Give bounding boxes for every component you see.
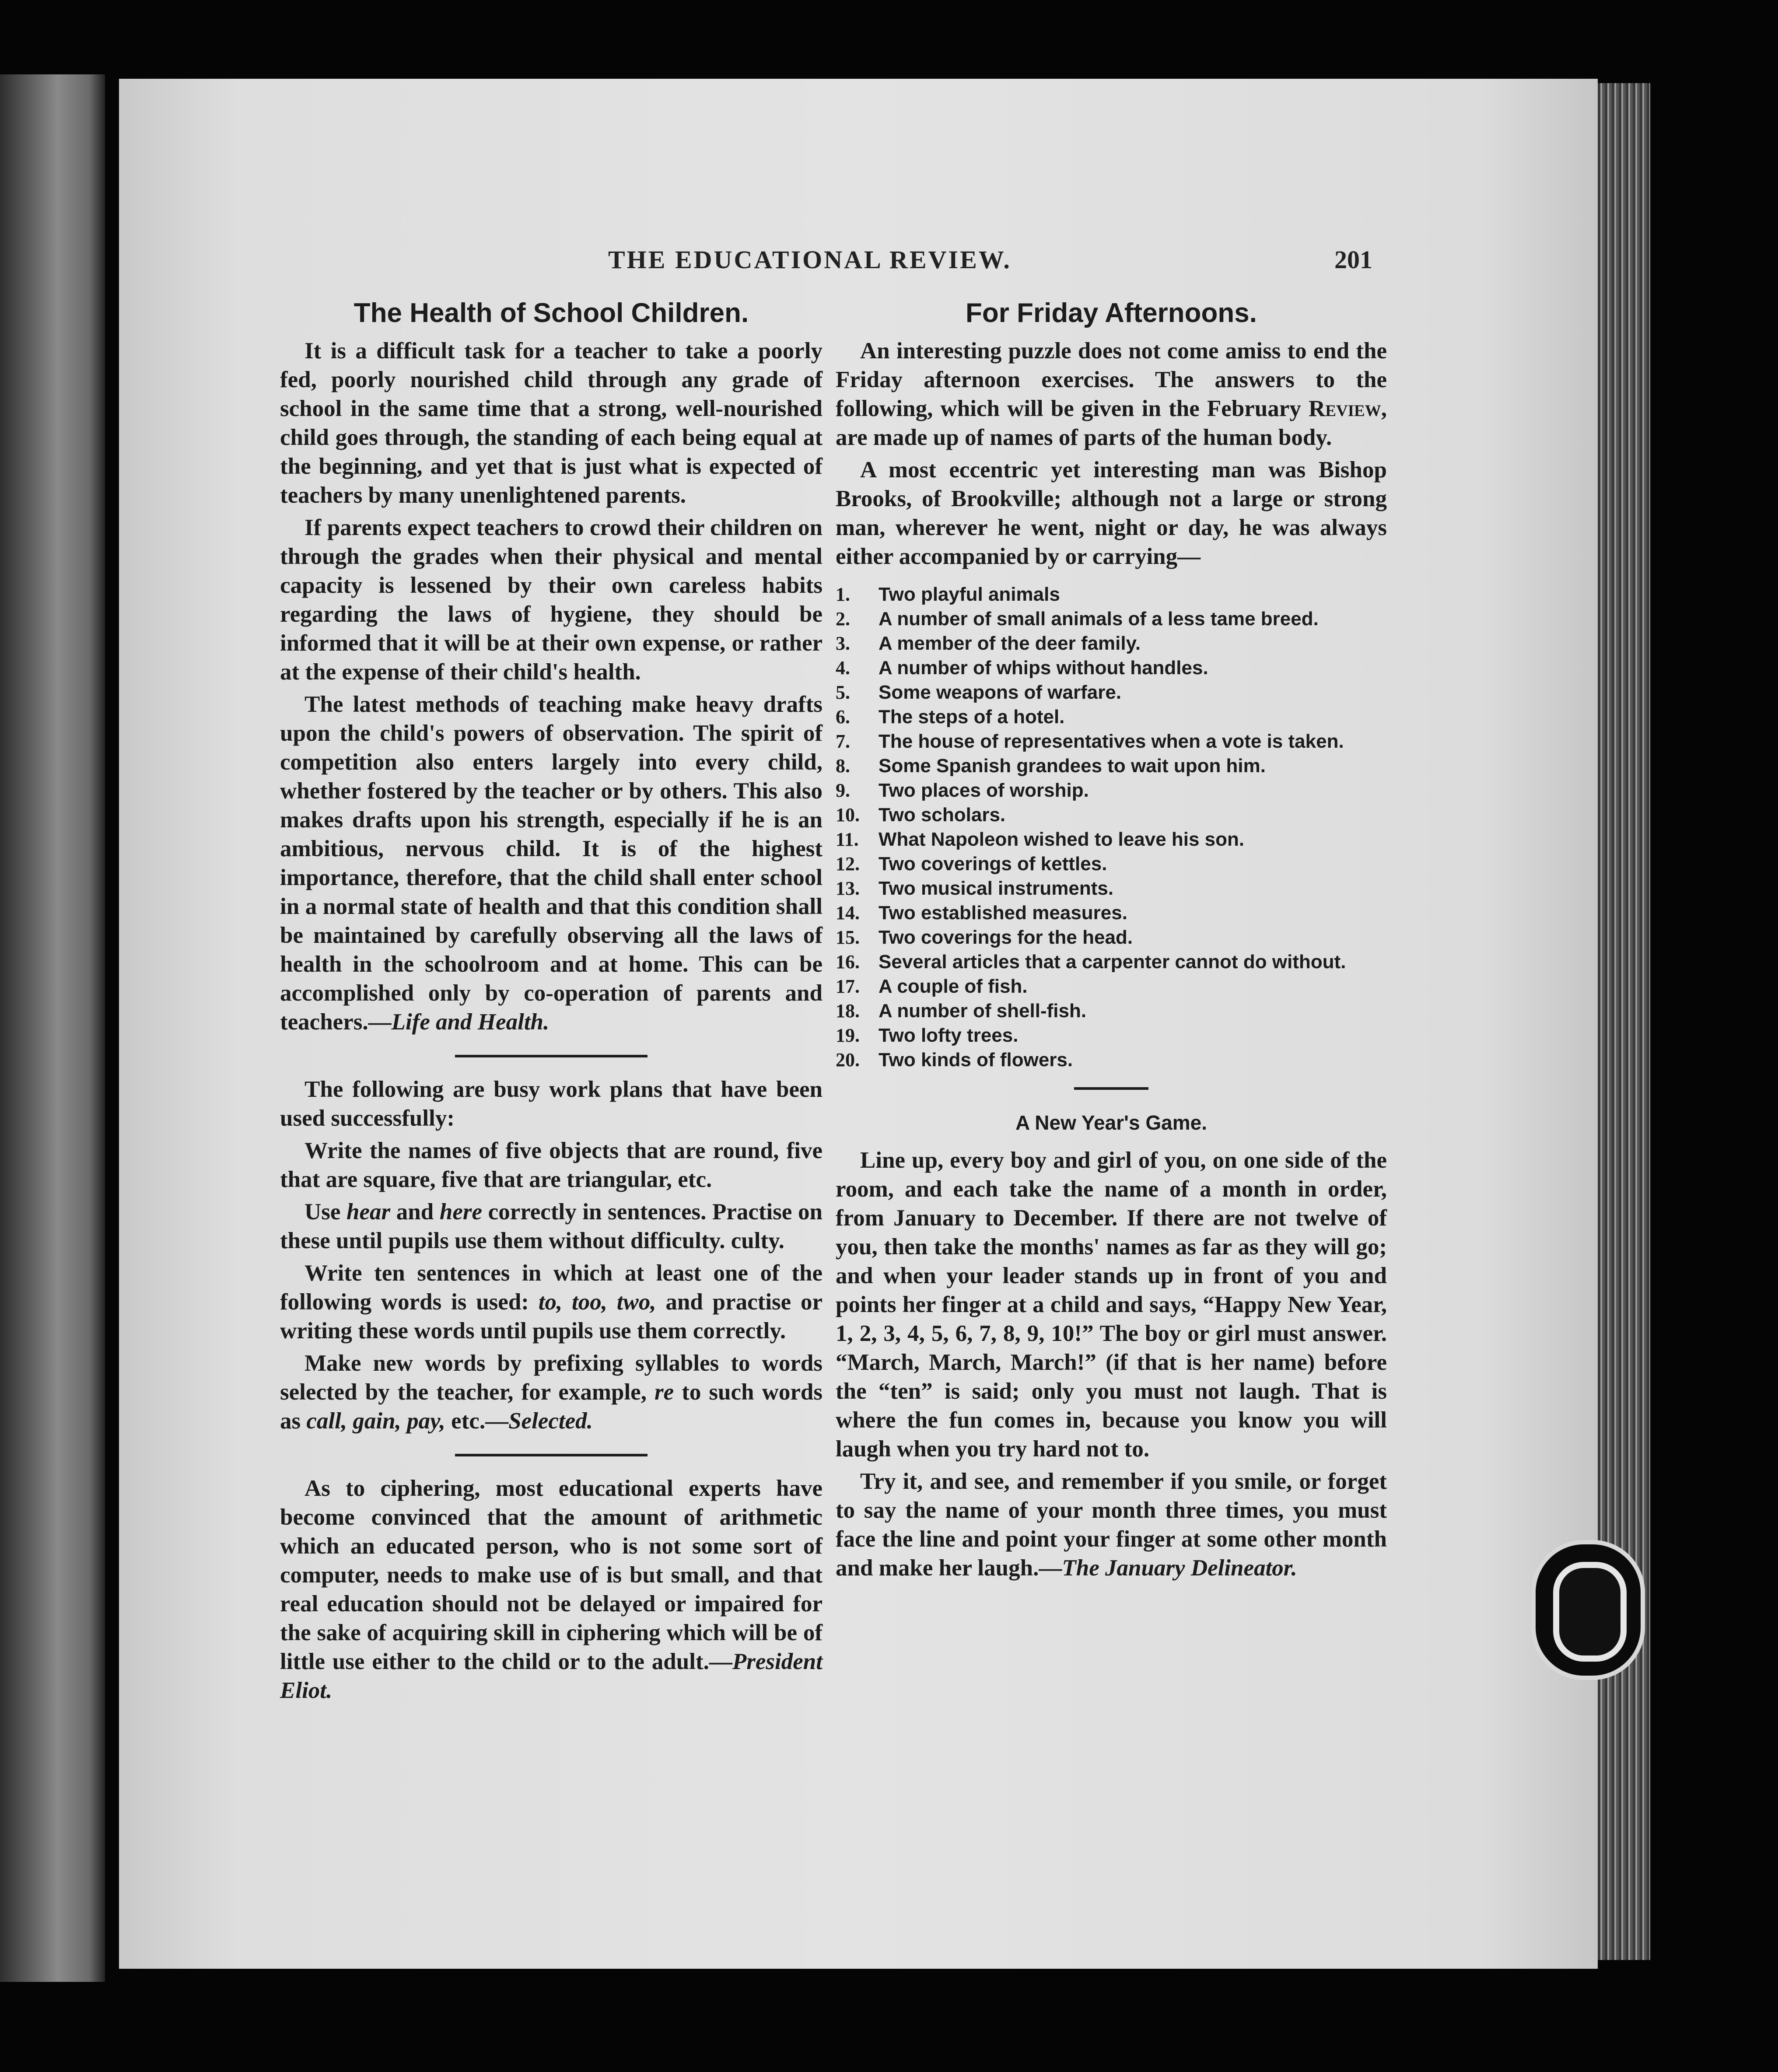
puzzle-item-text: Two playful animals [878,584,1060,605]
busy-work-item-2-text-b: and [390,1199,440,1225]
words-to-too-two: to, too, two, [538,1289,656,1315]
busy-work-item-2 [280,1197,822,1255]
puzzle-item [836,925,1387,950]
health-article-title: The Health of School Children. [354,298,749,328]
puzzle-item-number: 16. [836,951,860,973]
busy-work-item-3 [280,1259,822,1345]
puzzle-item-text: Two kinds of flowers. [878,1049,1073,1071]
friday-article-title: For Friday Afternoons. [966,298,1257,328]
busy-work-item-4 [280,1349,822,1435]
puzzle-item-number: 13. [836,878,860,899]
review-word: Review [1308,396,1381,421]
puzzle-item [836,852,1387,876]
binder-clip-ring [1553,1562,1627,1662]
puzzle-item [836,729,1387,754]
puzzle-item-number: 7. [836,731,850,752]
puzzle-item [836,607,1387,631]
binder-clip [1531,1540,1645,1680]
puzzle-item [836,680,1387,705]
busy-work-item-4-text-a: Make new words by prefixing syllables to words selected by the teacher, for example, [280,1351,822,1405]
section-divider [1074,1087,1148,1090]
puzzle-item [836,999,1387,1023]
busy-work-item-4-text-b: to such words as [280,1379,822,1434]
puzzle-item [836,656,1387,680]
puzzle-item-number: 8. [836,755,850,777]
health-paragraph-2: If parents expect teachers to crowd their children on through the grades when their physical and mental capacity is lessened by their own careless habits regarding the laws of hygiene, they should be informed that it will be at their own expense, or rather at the expense of their child's health. [280,515,822,685]
health-paragraph-3 [280,690,822,1036]
health-paragraph-1: It is a difficult task for a teacher to take a poorly fed, poorly nourished child through any grade of school in the same time that a strong, well-nourished child goes through, the standing of each being equal at the beginning, and yet that is just what is expected of teachers by many unenlightened parents. [280,338,822,508]
ciphering-source: President Eliot. [280,1649,822,1703]
busy-work-intro: The following are busy work plans that have been used successfully: [280,1077,822,1131]
page-stack-edges [1598,83,1650,1960]
puzzle-item [836,1023,1387,1048]
new-year-paragraph-1: Line up, every boy and girl of you, on one side of the room, and each take the name of a month in order, from January to December. If there are not twelve of you, then take the months' names as far as they will go; and when your leader stands up in front of you and points her finger at a child and says, “Happy New Year, 1, 2, 3, 4, 5, 6, 7, 8, 9, 10!” The boy or girl must answer. “March, March, March!” (if that is her name) before the “ten” is said; only you must not laugh. That is where the fun comes in, because you know you will laugh when you try hard not to. [836,1148,1387,1462]
puzzle-item-text: A number of small animals of a less tame breed. [878,608,1319,630]
puzzle-item-text: Some Spanish grandees to wait upon him. [878,755,1266,777]
puzzle-item-text: A number of whips without handles. [878,657,1208,679]
puzzle-item-number: 1. [836,584,850,605]
busy-work-item-3-text-b: and practise or writing these words until pupils use them correctly. [280,1289,823,1344]
puzzle-item-number: 12. [836,853,860,875]
prefix-re: re [654,1379,674,1405]
puzzle-item [836,631,1387,656]
puzzle-item-text: What Napoleon wished to leave his son. [878,829,1245,850]
puzzle-item-text: A number of shell-fish. [878,1000,1087,1022]
section-divider [455,1055,648,1057]
puzzle-item-text: Two established measures. [878,902,1127,924]
section-divider [455,1454,648,1456]
ciphering-paragraph [280,1474,822,1705]
new-year-paragraph-2 [836,1467,1387,1582]
puzzle-item-text: Some weapons of warfare. [878,682,1122,703]
puzzle-item-number: 18. [836,1000,860,1022]
new-year-source: The January Delineator. [1062,1555,1297,1581]
busy-work-item-2-text-a: Use [304,1199,347,1225]
puzzle-item-text: Two places of worship. [878,780,1089,801]
word-here: here [439,1199,483,1225]
puzzle-item-number: 9. [836,780,850,801]
puzzle-item [836,1048,1387,1072]
puzzle-item-number: 15. [836,927,860,948]
puzzle-item-number: 20. [836,1049,860,1071]
puzzle-item-text: A couple of fish. [878,976,1028,997]
puzzle-item [836,803,1387,827]
health-paragraph-3-text: The latest methods of teaching make heavy drafts upon the child's powers of observation. The spirit of competition also enters largely into every child, whether fostered by the teacher or by others. This also makes drafts upon his strength, especially if he is an ambitious, nervous child. It is of the highest importance, therefore, that the child shall enter school in a normal state of health and that this condition shall be maintained by carefully observing all the laws of health in the schoolroom and at home. This can be accomplished only by co-operation of parents and teachers.— [280,692,822,1035]
new-year-paragraph-2-text: Try it, and see, and remember if you smile, or forget to say the name of your month three times, you must face the line and point your finger at some other month and make her laugh.— [836,1469,1387,1581]
running-head: THE EDUCATIONAL REVIEW. [608,245,1012,274]
puzzle-item-text: Two coverings for the head. [878,927,1133,948]
puzzle-item-number: 4. [836,657,850,679]
puzzle-item-number: 19. [836,1025,860,1046]
puzzle-item [836,974,1387,999]
words-call-gain-pay: call, gain, pay, [306,1408,445,1434]
puzzle-item-number: 14. [836,902,860,924]
left-column [280,298,822,1708]
puzzle-item-number: 2. [836,608,850,630]
health-source: Life and Health. [391,1009,550,1035]
puzzle-item-number: 6. [836,706,850,728]
facing-page-edge [0,74,105,1982]
friday-paragraph-2: A most eccentric yet interesting man was Bishop Brooks, of Brookville; although not a large or strong man, wherever he went, night or day, he was always either accompanied by or carrying— [836,457,1387,569]
busy-work-item-4-text-c: etc.— [445,1408,509,1434]
page-number: 201 [1334,245,1372,274]
puzzle-item [836,582,1387,607]
puzzle-item-number: 10. [836,804,860,826]
puzzle-item [836,778,1387,803]
puzzle-item-number: 5. [836,682,850,703]
new-year-game-title: A New Year's Game. [1015,1111,1207,1134]
puzzle-item [836,705,1387,729]
puzzle-item-text: Two coverings of kettles. [878,853,1107,875]
puzzle-item [836,827,1387,852]
right-column [836,298,1387,1586]
puzzle-item-text: A member of the deer family. [878,633,1141,654]
puzzle-item-text: The steps of a hotel. [878,706,1065,728]
puzzle-item-text: Several articles that a carpenter cannot do without. [878,951,1346,973]
puzzle-item [836,876,1387,901]
puzzle-item [836,950,1387,974]
puzzle-list [836,582,1387,1072]
puzzle-item-text: Two lofty trees. [878,1025,1018,1046]
puzzle-item-text: The house of representatives when a vote is taken. [878,731,1344,752]
friday-paragraph-1 [836,336,1387,452]
busy-work-source: Selected. [508,1408,593,1434]
puzzle-item [836,754,1387,778]
puzzle-item-text: Two musical instruments. [878,878,1114,899]
puzzle-item-number: 11. [836,829,859,850]
busy-work-item-3-text-a: Write ten sentences in which at least one of the following words is used: [280,1260,822,1315]
puzzle-item-text: Two scholars. [878,804,1006,826]
busy-work-item-1: Write the names of five objects that are round, five that are square, five that are triangular, etc. [280,1138,822,1192]
ciphering-text: As to ciphering, most educational experts have become convinced that the amount of arithmetic which an educated person, who is not some sort of computer, needs to make use of is but small, and that real education should not be delayed or impaired for the sake of acquiring skill in ciphering which will be of little use either to the child or to the adult.— [280,1476,822,1674]
puzzle-item [836,901,1387,925]
word-hear: hear [346,1199,391,1225]
friday-paragraph-1-text-b: , are made up of names of parts of the human body. [836,396,1387,450]
friday-paragraph-1-text-a: An interesting puzzle does not come amiss to end the Friday afternoon exercises. The answers to the following, which will be given in the February [836,338,1387,421]
puzzle-item-number: 17. [836,976,860,997]
busy-work-item-2-text-c: correctly in sentences. Practise on these until pupils use them without difficulty. culty. [280,1199,823,1253]
puzzle-item-number: 3. [836,633,850,654]
